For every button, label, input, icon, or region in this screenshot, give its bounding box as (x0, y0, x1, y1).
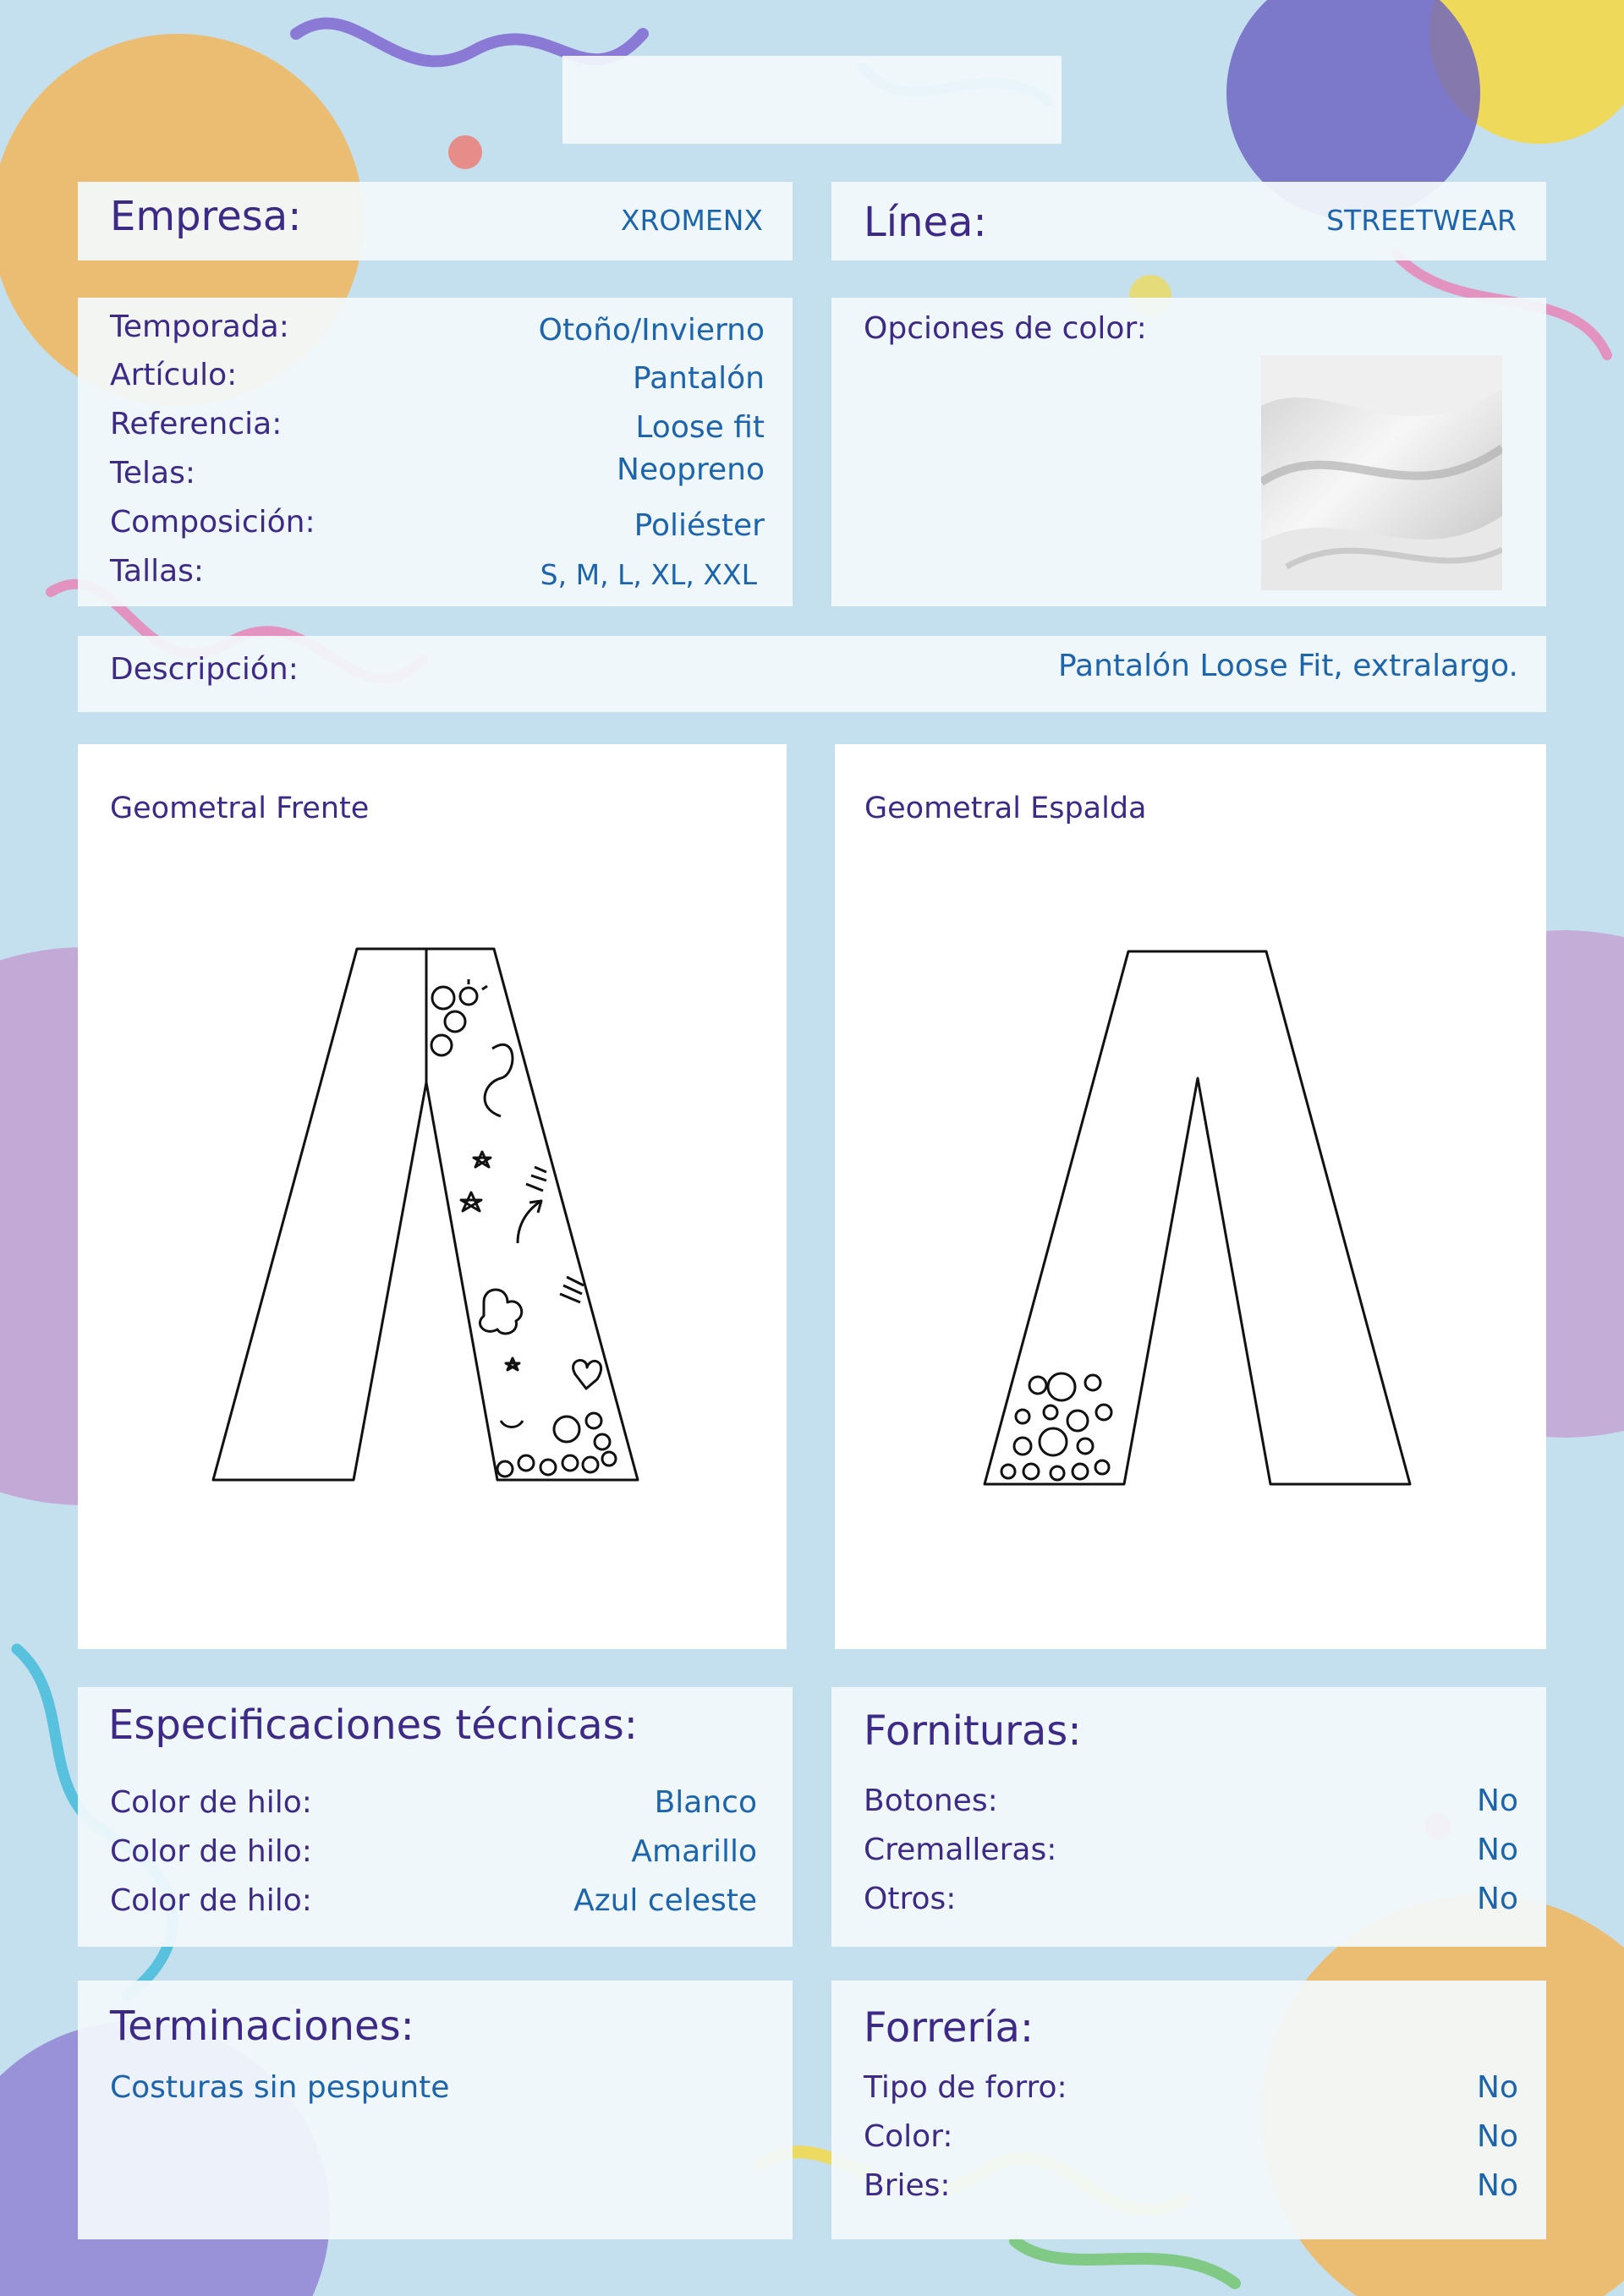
otros-label: Otros: (864, 1882, 957, 1916)
telas-label: Telas: (110, 456, 195, 490)
botones-value: No (1477, 1784, 1518, 1818)
fornituras-title: Fornituras: (864, 1707, 1082, 1755)
bries-value: No (1477, 2168, 1518, 2203)
geometral-back-title: Geometral Espalda (864, 792, 1147, 825)
temporada-value: Otoño/Invierno (538, 313, 765, 348)
spec-row-3-label: Color de hilo: (110, 1883, 312, 1918)
cremalleras-label: Cremalleras: (864, 1833, 1057, 1867)
composicion-value: Poliéster (634, 508, 765, 543)
color-label: Color: (864, 2119, 953, 2154)
back-pants-drawing (835, 744, 1546, 1649)
spec-row-1-label: Color de hilo: (110, 1785, 312, 1820)
spec-row-2-label: Color de hilo: (110, 1834, 312, 1869)
linea-value: STREETWEAR (1326, 204, 1517, 237)
articulo-value: Pantalón (633, 361, 765, 396)
specs-title: Especificaciones técnicas: (108, 1701, 638, 1749)
geometral-front-panel (78, 744, 787, 1649)
empresa-label: Empresa: (110, 193, 302, 240)
terminaciones-panel (78, 1981, 793, 2239)
articulo-label: Artículo: (110, 358, 238, 392)
front-pants-drawing (78, 744, 787, 1649)
details-panel (78, 298, 793, 606)
empresa-panel (78, 182, 793, 260)
fornituras-panel (831, 1687, 1546, 1947)
geometral-back-panel (835, 744, 1546, 1649)
spec-row-1-value: Blanco (654, 1785, 757, 1820)
temporada-label: Temporada: (110, 310, 289, 344)
tallas-value: S, M, L, XL, XXL (540, 558, 757, 591)
referencia-label: Referencia: (110, 407, 283, 441)
linea-label: Línea: (864, 199, 987, 246)
cremalleras-value: No (1477, 1833, 1518, 1867)
otros-value: No (1477, 1882, 1518, 1916)
composicion-label: Composición: (110, 505, 315, 540)
forreria-title: Forrería: (864, 2004, 1034, 2052)
botones-label: Botones: (864, 1784, 998, 1818)
color-value: No (1477, 2119, 1518, 2154)
title-box (562, 56, 1062, 144)
bries-label: Bries: (864, 2168, 951, 2203)
fabric-swatch (1261, 355, 1502, 590)
tipo-forro-value: No (1477, 2070, 1518, 2105)
telas-value: Neopreno (617, 452, 765, 487)
terminaciones-title: Terminaciones: (110, 2003, 414, 2050)
spec-row-3-value: Azul celeste (573, 1883, 757, 1918)
tipo-forro-label: Tipo de forro: (864, 2070, 1067, 2105)
forreria-panel (831, 1981, 1546, 2239)
spec-row-2-value: Amarillo (631, 1834, 757, 1869)
geometral-front-title: Geometral Frente (110, 792, 370, 825)
description-value: Pantalón Loose Fit, extralargo. (1057, 649, 1518, 683)
tallas-label: Tallas: (110, 554, 205, 589)
description-label: Descripción: (110, 652, 299, 687)
referencia-value: Loose fit (635, 410, 765, 445)
color-options-label: Opciones de color: (864, 311, 1147, 346)
color-options-panel (831, 298, 1546, 606)
specs-panel (78, 1687, 793, 1947)
linea-panel (831, 182, 1546, 260)
description-panel (78, 636, 1546, 712)
empresa-value: XROMENX (620, 204, 763, 237)
terminaciones-value: Costuras sin pespunte (110, 2070, 450, 2105)
